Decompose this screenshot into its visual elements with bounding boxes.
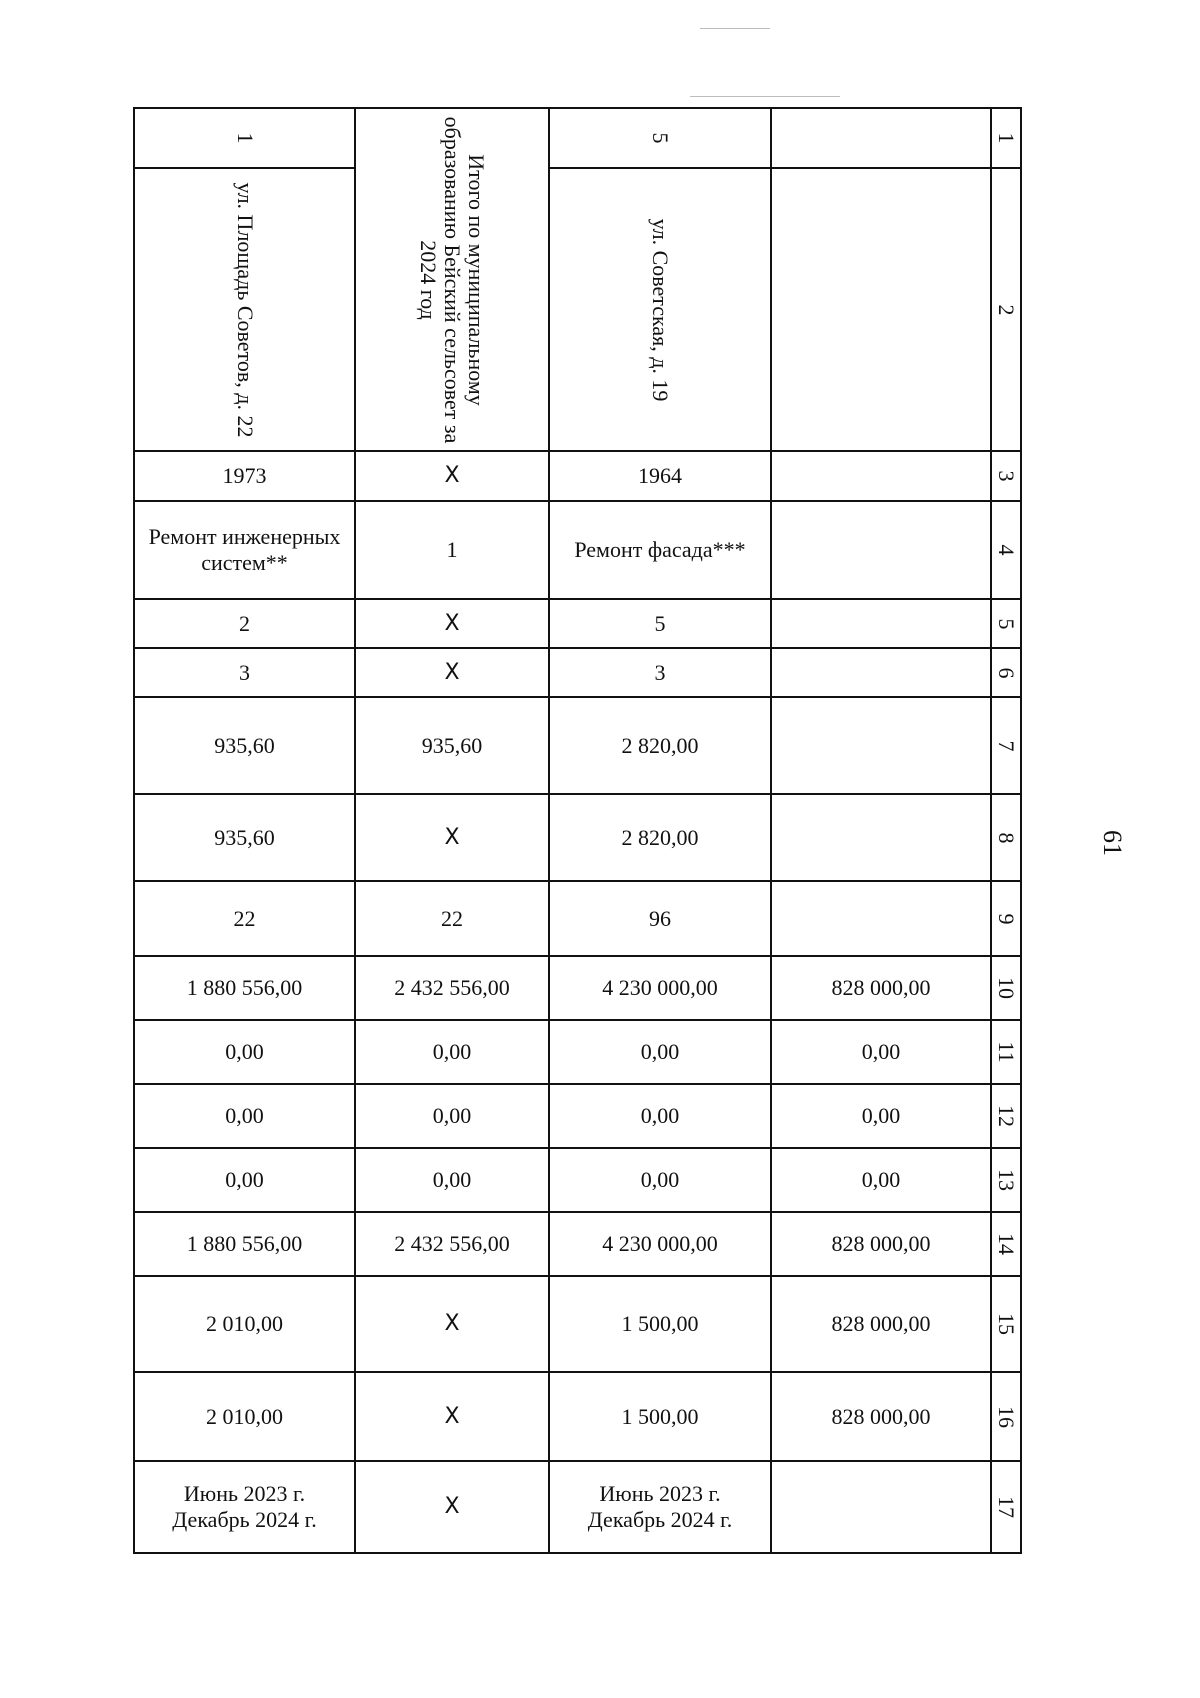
scan-artifact	[690, 96, 840, 97]
cell-col3: 1 500,00	[549, 1276, 771, 1372]
table-header-address-row	[134, 168, 1021, 451]
row-number: 9	[991, 881, 1021, 956]
cell-col2: X	[355, 794, 549, 881]
cell-col1: 22	[134, 881, 355, 956]
row-number: 6	[991, 648, 1021, 697]
row-number: 17	[991, 1461, 1021, 1553]
cell-col4: 828 000,00	[771, 1276, 991, 1372]
cell-col2: 935,60	[355, 697, 549, 794]
cell-col4: 828 000,00	[771, 956, 991, 1020]
cell-col2: 2 432 556,00	[355, 1212, 549, 1276]
row-number: 12	[991, 1084, 1021, 1148]
cell-col2: 22	[355, 881, 549, 956]
row-number: 5	[991, 599, 1021, 648]
row-number: 16	[991, 1372, 1021, 1461]
cell-col1: 0,00	[134, 1084, 355, 1148]
cell-col1: 1973	[134, 451, 355, 501]
cell-col4: 0,00	[771, 1020, 991, 1084]
scan-artifact	[700, 28, 770, 29]
cell-col3: 4 230 000,00	[549, 956, 771, 1020]
cell-col3: 2 820,00	[549, 794, 771, 881]
header-municipal-total	[355, 108, 549, 451]
cell-col3: 0,00	[549, 1148, 771, 1212]
table-row	[134, 451, 1021, 501]
cell-col2: X	[355, 451, 549, 501]
table-row	[134, 1372, 1021, 1461]
cell-col1: 2 010,00	[134, 1276, 355, 1372]
cell-col1: 1 880 556,00	[134, 956, 355, 1020]
row-number: 14	[991, 1212, 1021, 1276]
cell-col3: 0,00	[549, 1084, 771, 1148]
cell-col4	[771, 451, 991, 501]
cell-col2: 0,00	[355, 1084, 549, 1148]
page-number: 61	[1098, 830, 1127, 856]
cell-col3: 1 500,00	[549, 1372, 771, 1461]
row-number: 7	[991, 697, 1021, 794]
cell-col3: 96	[549, 881, 771, 956]
cell-col4	[771, 697, 991, 794]
table-row	[134, 1020, 1021, 1084]
cell-col2: X	[355, 648, 549, 697]
start-date: Июнь 2023 г.	[183, 1481, 306, 1506]
cell-col1: 2	[134, 599, 355, 648]
cell-col4	[771, 501, 991, 599]
cell-col3: 0,00	[549, 1020, 771, 1084]
row-number: 2	[991, 168, 1021, 451]
cell-col3: 4 230 000,00	[549, 1212, 771, 1276]
header-col4-empty	[771, 108, 991, 168]
row-number: 13	[991, 1148, 1021, 1212]
row-number: 11	[991, 1020, 1021, 1084]
cell-col2: 0,00	[355, 1020, 549, 1084]
end-date: Декабрь 2024 г.	[172, 1507, 317, 1532]
row-number: 10	[991, 956, 1021, 1020]
table-row	[134, 697, 1021, 794]
cell-col2: 1	[355, 501, 549, 599]
cell-col4: 0,00	[771, 1084, 991, 1148]
header-col1-index: 1	[134, 108, 355, 168]
table-row	[134, 1461, 1021, 1553]
table-row	[134, 956, 1021, 1020]
header-municipal-total-text: Итого по муниципальному образованию Бейский сельсовет за 2024 год	[416, 116, 489, 443]
start-date: Июнь 2023 г.	[599, 1481, 721, 1506]
header-col4-empty	[771, 168, 991, 451]
cell-col2: X	[355, 1372, 549, 1461]
end-date: Декабрь 2024 г.	[587, 1507, 733, 1532]
cell-col1: 935,60	[134, 697, 355, 794]
cell-col3: Ремонт фасада***	[549, 501, 771, 599]
cell-col1: 0,00	[134, 1020, 355, 1084]
cell-col4	[771, 1461, 991, 1553]
cell-col4	[771, 794, 991, 881]
table-header-index-row	[134, 108, 1021, 168]
header-col3-index: 5	[549, 108, 771, 168]
table-row	[134, 1084, 1021, 1148]
header-address-2: ул. Советская, д. 19	[549, 168, 771, 451]
table-row	[134, 648, 1021, 697]
cell-col1: 1 880 556,00	[134, 1212, 355, 1276]
table-row	[134, 1276, 1021, 1372]
cell-col4: 828 000,00	[771, 1372, 991, 1461]
table-row	[134, 881, 1021, 956]
cell-col4	[771, 599, 991, 648]
cell-col1: 3	[134, 648, 355, 697]
row-number: 4	[991, 501, 1021, 599]
table-row	[134, 794, 1021, 881]
cell-col4	[771, 881, 991, 956]
cell-col4	[771, 648, 991, 697]
cell-col3	[549, 1461, 771, 1553]
cell-col2: 2 432 556,00	[355, 956, 549, 1020]
cell-col3: 3	[549, 648, 771, 697]
row-number: 3	[991, 451, 1021, 501]
header-address-1: ул. Площадь Советов, д. 22	[134, 168, 355, 451]
table-row	[134, 599, 1021, 648]
cell-col2: X	[355, 1276, 549, 1372]
table-row	[134, 1212, 1021, 1276]
row-number: 8	[991, 794, 1021, 881]
row-number: 1	[991, 108, 1021, 168]
cell-col1: Ремонт инженерных систем**	[134, 501, 355, 599]
cell-col2: X	[355, 599, 549, 648]
cell-col1: 935,60	[134, 794, 355, 881]
cell-col2: 0,00	[355, 1148, 549, 1212]
cell-col3: 1964	[549, 451, 771, 501]
cell-col4: 0,00	[771, 1148, 991, 1212]
cell-col1: 0,00	[134, 1148, 355, 1212]
table-row	[134, 1148, 1021, 1212]
cell-col3: 2 820,00	[549, 697, 771, 794]
cell-col2: X	[355, 1461, 549, 1553]
cell-col4: 828 000,00	[771, 1212, 991, 1276]
cell-col1: 2 010,00	[134, 1372, 355, 1461]
cell-col3: 5	[549, 599, 771, 648]
table-row	[134, 501, 1021, 599]
row-number: 15	[991, 1276, 1021, 1372]
repair-program-table	[133, 107, 1022, 1554]
cell-col1	[134, 1461, 355, 1553]
